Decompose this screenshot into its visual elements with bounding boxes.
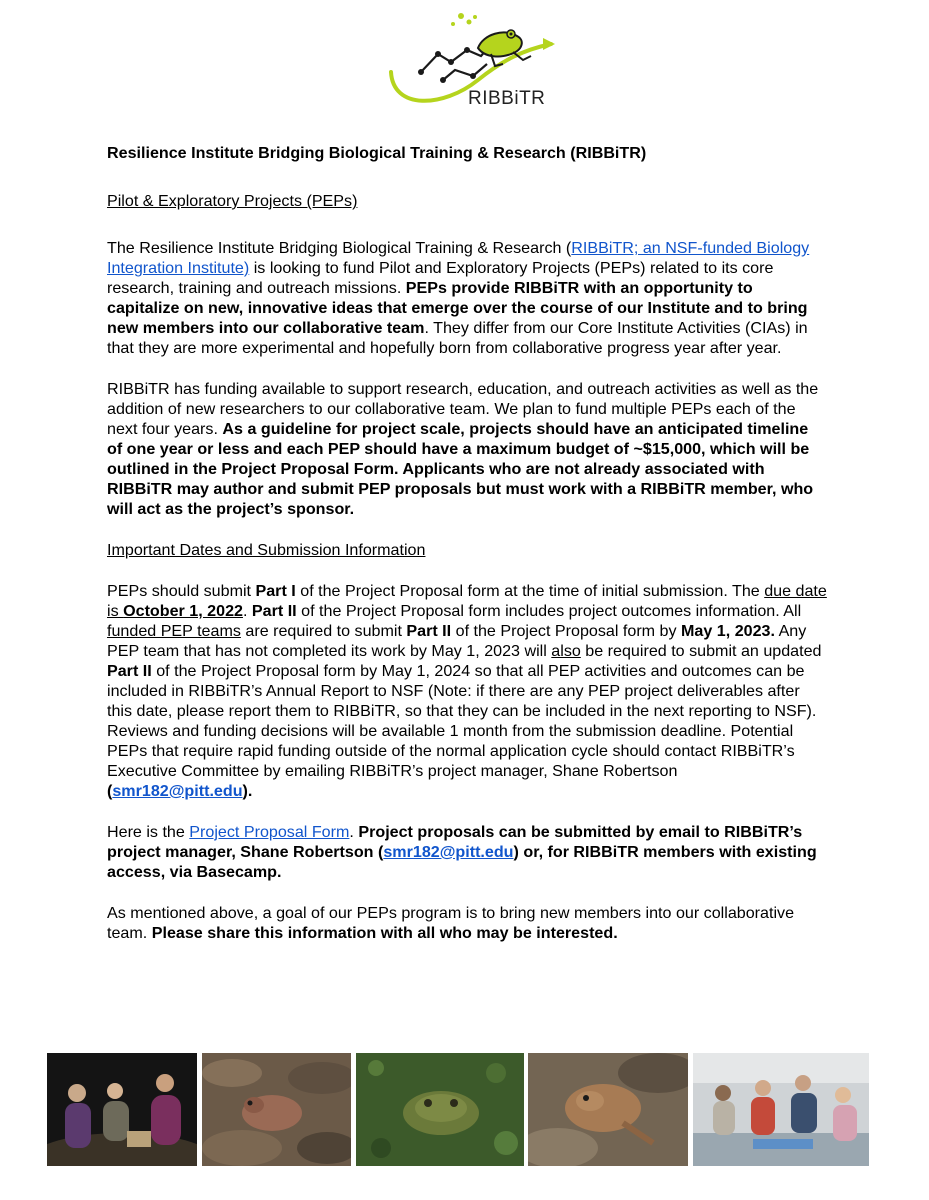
paragraph-share [107, 903, 827, 943]
underlined-text: funded PEP teams [107, 622, 241, 640]
photo-frog-leaf-litter [202, 1053, 351, 1166]
paragraph-proposal-form [107, 822, 827, 882]
photo-strip [47, 1053, 869, 1166]
text-run: of the Project Proposal form by May 1, 2024 so that all PEP activities and outcomes can be included in RIBBiTR’s Annual Report to NSF (Note: if there are any PEP project deliverables after this date, please report them to RIBBiTR, so that they can be included in the next reporting to NSF). Reviews and funding decisions will be available 1 month from the submission deadline. Potential PEPs that require rapid funding outside of the normal application cycle should contact RIBBiTR’s Executive Committee by emailing RIBBiTR’s project manager, Shane Robertson [107, 662, 817, 780]
bold-text: ( [107, 782, 113, 800]
text-run: of the Project Proposal form at the time of initial submission. The [295, 582, 765, 600]
photo-lab-training [693, 1053, 869, 1166]
bold-text: Part II [406, 622, 452, 640]
text-run: PEPs should submit [107, 582, 256, 600]
photo-frog-in-pond [356, 1053, 524, 1166]
bold-text: ) or, for RIBBiTR members with existing access, via Basecamp. [107, 843, 817, 881]
due-date: October 1, 2022 [123, 602, 243, 620]
text-run: . They differ from our Core Institute Activities (CIAs) in that they are more experimental and hopefully born from collaborative progress year after year. [107, 319, 808, 357]
text-run: are required to submit [240, 622, 407, 640]
ribbitr-institute-link[interactable]: RIBBiTR; an NSF-funded Biology Integration Institute) [107, 239, 810, 277]
bold-text: Please share this information with all who may be interested. [151, 924, 618, 942]
document-title: Resilience Institute Bridging Biological Training & Research (RIBBiTR) [107, 144, 647, 162]
text-run: Here is the [107, 823, 190, 841]
paragraph-funding [107, 379, 827, 519]
bold-text: Part I [255, 582, 296, 600]
text-run: As mentioned above, a goal of our PEPs program is to bring new members into our collaborative team. [107, 904, 795, 942]
bold-text: ). [242, 782, 253, 800]
email-link[interactable]: smr182@pitt.edu [383, 843, 514, 861]
text-run: . [349, 823, 359, 841]
project-proposal-form-link[interactable]: Project Proposal Form [189, 823, 350, 841]
text-run: is looking to fund Pilot and Exploratory Projects (PEPs) related to its core research, training and outreach missions. [107, 259, 774, 297]
bold-text: Part II [251, 602, 297, 620]
bold-text: Part II [107, 662, 152, 680]
text-run: The Resilience Institute Bridging Biological Training & Research ( [107, 239, 572, 257]
underlined-text: due date is [107, 582, 827, 620]
section-heading-peps: Pilot & Exploratory Projects (PEPs) [107, 192, 358, 210]
text-run: Any PEP team that has not completed its work by May 1, 2023 will [107, 622, 807, 660]
email-link[interactable]: smr182@pitt.edu [112, 782, 243, 800]
text-run: of the Project Proposal form by [451, 622, 682, 640]
ribbitr-logo [383, 10, 563, 116]
photo-frog-on-rock [528, 1053, 688, 1166]
document-body [107, 143, 827, 943]
paragraph-intro [107, 238, 827, 358]
photo-field-team-night [47, 1053, 197, 1166]
underlined-text: also [551, 642, 581, 660]
bold-text: May 1, 2023. [681, 622, 775, 640]
paragraph-dates [107, 581, 827, 801]
bold-text: As a guideline for project scale, projects should have an anticipated timeline of one year or less and each PEP should have a maximum budget of ~$15,000, which will be outlined in the Project Proposal Form. Applicants who are not already associated with RIBBiTR may author and submit PEP proposals but must work with a RIBBiTR member, who will act as the project’s sponsor. [107, 420, 814, 518]
bold-text: PEPs provide RIBBiTR with an opportunity to capitalize on new, innovative ideas that emerge over the course of our Institute and to bring new members into our collaborative team [107, 279, 808, 337]
section-heading-dates: Important Dates and Submission Information [107, 541, 426, 559]
text-run: of the Project Proposal form includes project outcomes information. All [296, 602, 802, 620]
bold-text: Project proposals can be submitted by email to RIBBiTR’s project manager, Shane Robertson ( [107, 823, 803, 861]
text-run: RIBBiTR has funding available to support research, education, and outreach activities as well as the addition of new researchers to our collaborative team. We plan to fund multiple PEPs each of the next four years. [107, 380, 819, 438]
text-run: be required to submit an updated [580, 642, 822, 660]
text-run: . [242, 602, 252, 620]
logo-wordmark: RIBBiTR [468, 88, 546, 109]
